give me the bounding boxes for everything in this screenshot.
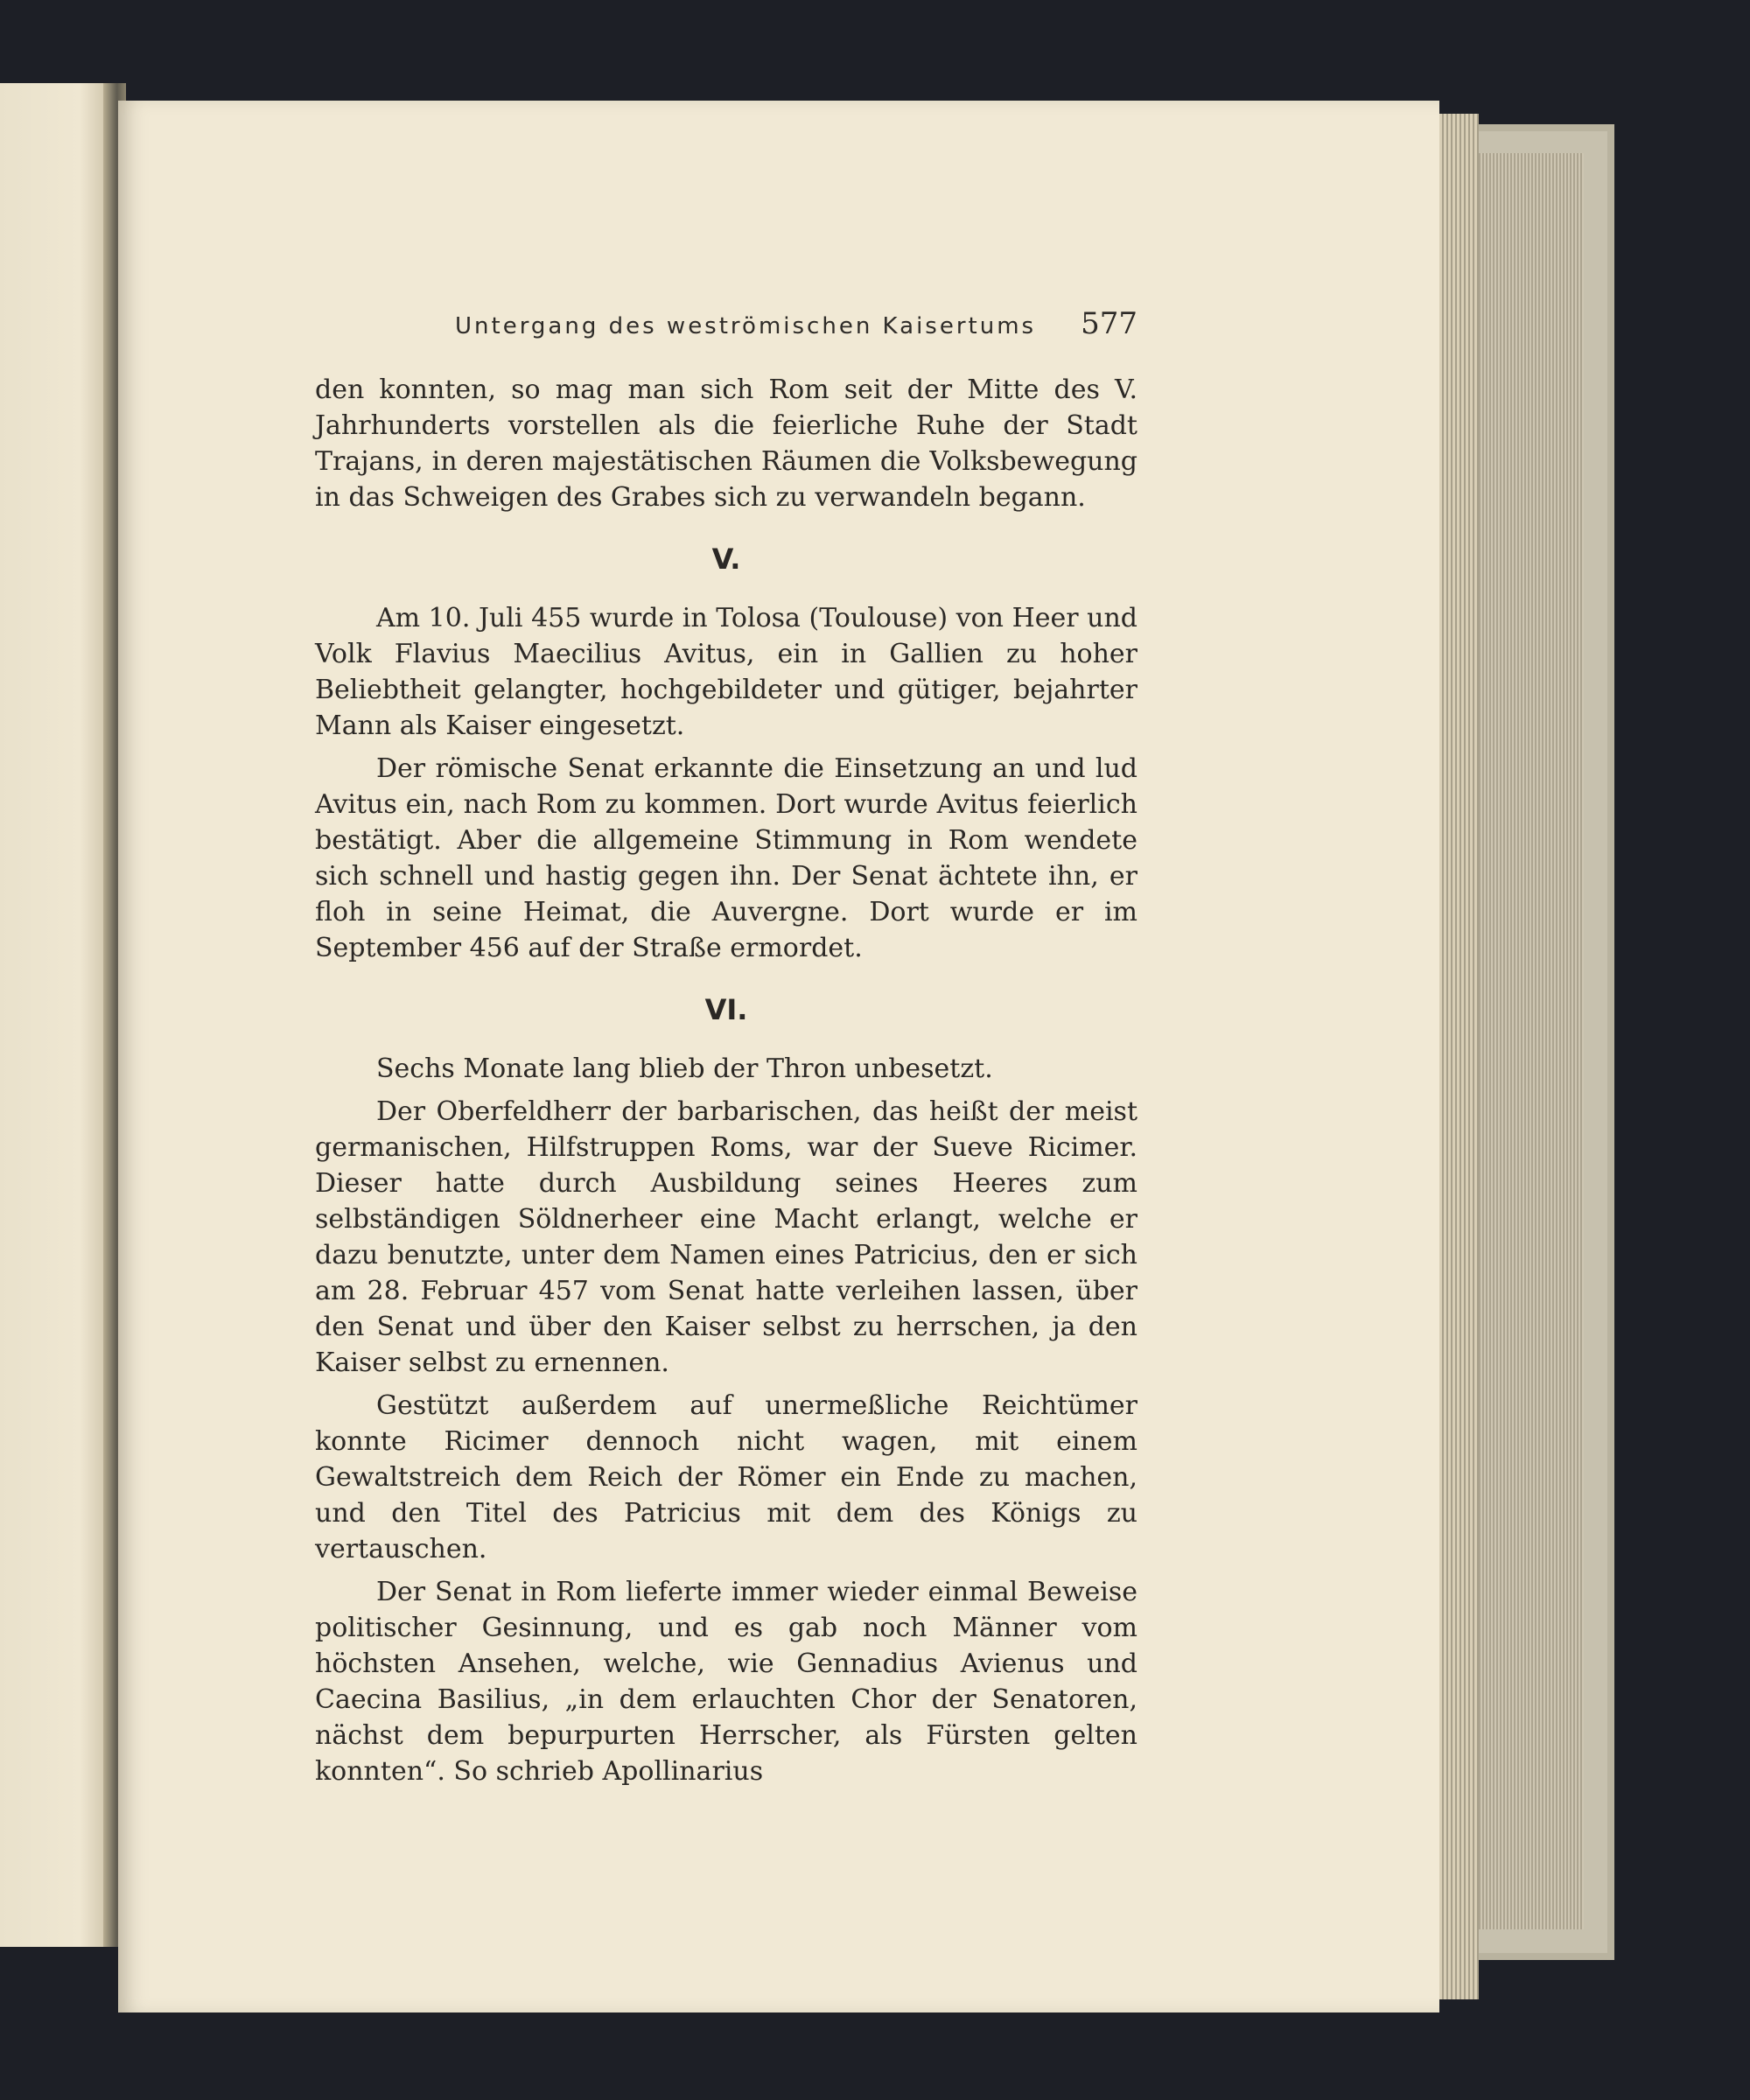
paragraph: Sechs Monate lang blieb der Thron unbesetzt.	[376, 1054, 993, 1084]
running-head: Untergang des weströmischen Kaisertums	[455, 313, 1037, 340]
section-heading-vi: VI.	[704, 993, 748, 1026]
paragraph: Am 10. Juli 455 wurde in Tolosa (Toulouse) von Heer und Volk Flavius Maecilius Avitus, ein in Gallien zu hoher Beliebtheit gelangter, hochgebildeter und gütiger, bejahrter Mann als Kaiser eingesetzt.	[315, 603, 1138, 741]
paragraph: Der Oberfeldherr der barbarischen, das heißt der meist germanischen, Hilfstruppen Roms, war der Sueve Ricimer. Dieser hatte durch Ausbildung seines Heeres zum selbständigen Söldnerheer eine Macht erlangt, welche er dazu benutzte, unter dem Namen eines Patricius, den er sich am 28. Februar 457 vom Senat hatte verleihen lassen, über den Senat und über den Kaiser selbst zu herrschen, ja den Kaiser selbst zu ernennen.	[315, 1096, 1138, 1378]
body-text	[315, 372, 1138, 1796]
paragraph: den konnten, so mag man sich Rom seit der Mitte des V. Jahrhunderts vorstellen als die feierliche Ruhe der Stadt Trajans, in deren majestätischen Räumen die Volksbewegung in das Schweigen des Grabes sich zu verwandeln begann.	[315, 374, 1138, 513]
section-heading-v: V.	[711, 542, 741, 576]
paragraph: Der römische Senat erkannte die Einsetzung an und lud Avitus ein, nach Rom zu kommen. Dort wurde Avitus feierlich bestätigt. Aber die allgemeine Stimmung in Rom wendete sich schnell und hastig gegen ihn. Der Senat ächtete ihn, er floh in seine Heimat, die Auvergne. Dort wurde er im September 456 auf der Straße ermordet.	[315, 753, 1138, 963]
page-header	[455, 306, 1138, 341]
paragraph: Gestützt außerdem auf unermeßliche Reichtümer konnte Ricimer dennoch nicht wagen, mit einem Gewaltstreich dem Reich der Römer ein Ende zu machen, und den Titel des Patricius mit dem des Königs zu vertauschen.	[315, 1390, 1138, 1564]
left-page-edge	[0, 83, 114, 1947]
paragraph: Der Senat in Rom lieferte immer wieder einmal Beweise politischer Gesinnung, und es gab noch Männer vom höchsten Ansehen, welche, wie Gennadius Avienus und Caecina Basilius, „in dem erlauchten Chor der Senatoren, nächst dem bepurpurten Herrscher, als Fürsten gelten konnten“. So schrieb Apollinarius	[315, 1577, 1138, 1787]
page-number: 577	[1081, 306, 1138, 341]
